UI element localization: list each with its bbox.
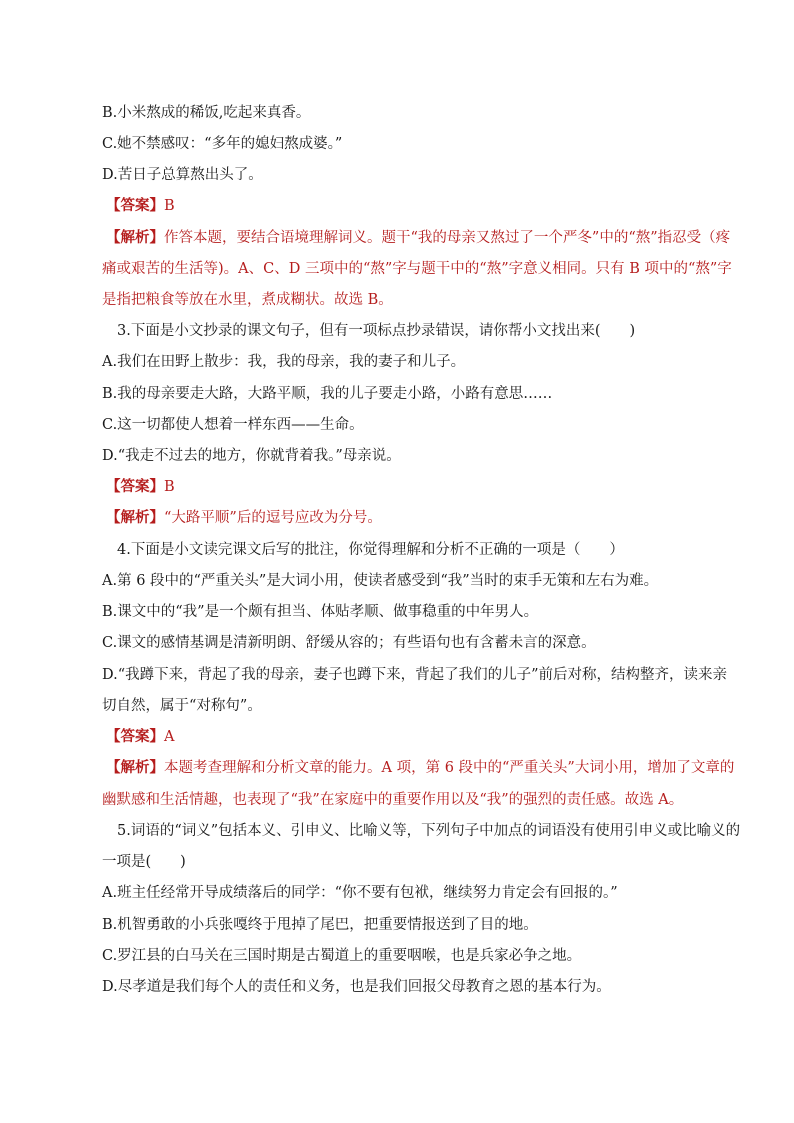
q4-analysis-line-2: 幽默感和生活情趣，也表现了“我”在家庭中的重要作用以及“我”的强烈的责任感。故选 A。: [102, 792, 684, 808]
analysis-tag: 【解析】: [106, 229, 164, 246]
q4-answer: [106, 727, 731, 747]
q5-stem-line-1: 5.词语的“词义”包括本义、引申义、比喻义等，下列句子中加点的词语没有使用引申义或比喻义的: [117, 823, 741, 839]
q5-option-a: A.班主任经常开导成绩落后的同学：“你不要有包袱，继续努力肯定会有回报的。”: [102, 885, 618, 901]
q2-option-d: D.苦日子总算熬出头了。: [102, 167, 263, 183]
analysis-tag: 【解析】: [106, 759, 164, 776]
q3-option-b: B.我的母亲要走大路，大路平顺，我的儿子要走小路，小路有意思……: [102, 386, 553, 402]
q4-option-b: B.课文中的“我”是一个颇有担当、体贴孝顺、做事稳重的中年男人。: [102, 604, 539, 620]
answer-tag: 【答案】: [106, 478, 164, 495]
answer-tag: 【答案】: [106, 197, 164, 214]
analysis-text: 本题考查理解和分析文章的能力。A 项，第 6 段中的“严重关头”大词小用，增加了文章的: [164, 760, 735, 776]
q3-answer: [106, 477, 731, 497]
q5-option-d: D.尽孝道是我们每个人的责任和义务，也是我们回报父母教育之恩的基本行为。: [102, 979, 611, 995]
q2-option-b: B.小米熬成的稀饭,吃起来真香。: [102, 105, 311, 121]
q2-analysis-line-3: 是指把粮食等放在水里，煮成糊状。故选 B。: [102, 292, 393, 308]
q3-stem: 3.下面是小文抄录的课文句子，但有一项标点抄录错误，请你帮小文找出来( ): [117, 323, 636, 339]
analysis-text: 中的“熬”指忍受（疼: [599, 230, 731, 246]
q3-analysis: [106, 508, 731, 528]
analysis-text: 作答本题，要结合语境理解词义。题干: [164, 230, 411, 246]
q2-option-c: C.她不禁感叹：“多年的媳妇熬成婆。”: [102, 136, 343, 152]
q3-option-d: D.“我走不过去的地方，你就背着我。”母亲说。: [102, 448, 401, 464]
analysis-text: “大路平顺”后的逗号应改为分号。: [164, 510, 382, 526]
q5-option-c: C.罗江县的白马关在三国时期是古蜀道上的重要咽喉，也是兵家必争之地。: [102, 948, 582, 964]
q4-stem: 4.下面是小文读完课文后写的批注，你觉得理解和分析不正确的一项是（ ）: [117, 542, 624, 558]
q4-option-c: C.课文的感情基调是清新明朗、舒缓从容的；有些语句也有含蓄未言的深意。: [102, 635, 596, 651]
q4-analysis-line-1: [106, 758, 735, 778]
q3-option-a: A.我们在田野上散步：我，我的母亲，我的妻子和儿子。: [102, 354, 466, 370]
q4-option-a: A.第 6 段中的“严重关头”是大词小用，使读者感受到“我”当时的束手无策和左右为难。: [102, 573, 659, 589]
q4-option-d-line-2: 切自然，属于“对称句”。: [102, 698, 262, 714]
q5-stem-line-2: 一项是( ): [102, 854, 186, 870]
q2-answer: [106, 196, 731, 216]
answer-value: B: [164, 479, 175, 495]
answer-tag: 【答案】: [106, 728, 164, 745]
q2-analysis-line-1: [106, 228, 731, 248]
q2-analysis-line-2: 痛或艰苦的生活等)。A、C、D 三项中的“熬”字与题干中的“熬”字意义相同。只有 B 项中的“熬”字: [102, 261, 732, 277]
answer-value: A: [164, 729, 175, 745]
answer-value: B: [164, 198, 175, 214]
analysis-quote: “我的母亲又熬过了一个严冬”: [410, 230, 600, 246]
q3-option-c: C.这一切都使人想着一样东西——生命。: [102, 417, 364, 433]
q5-option-b: B.机智勇敢的小兵张嘎终于甩掉了尾巴，把重要情报送到了目的地。: [102, 917, 538, 933]
q4-option-d-line-1: D.“我蹲下来，背起了我的母亲，妻子也蹲下来，背起了我们的儿子”前后对称，结构整齐，读来亲: [102, 667, 728, 683]
analysis-tag: 【解析】: [106, 509, 164, 526]
